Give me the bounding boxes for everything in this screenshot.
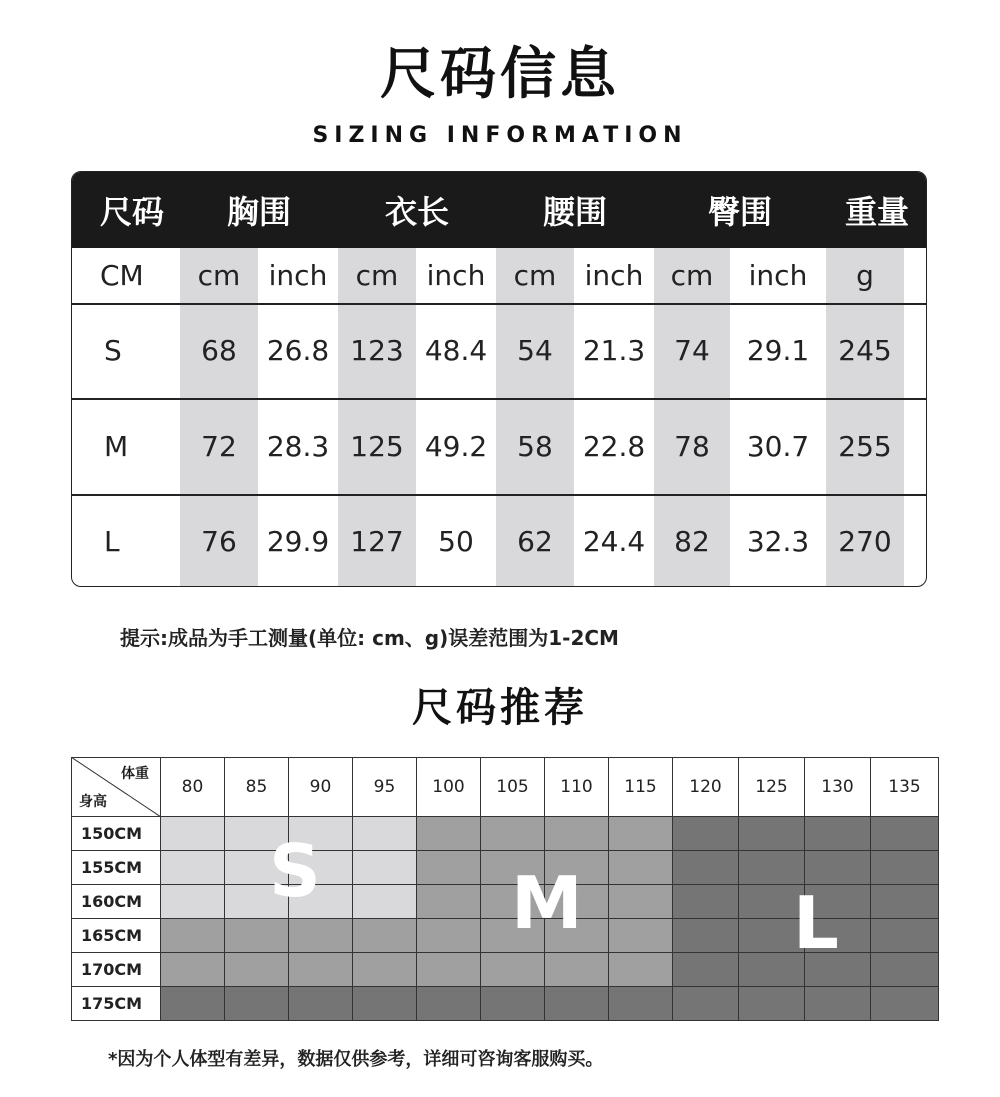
weight-header: 125: [739, 757, 805, 817]
value-cell: 28.3: [266, 429, 330, 463]
unit-cell: CM: [100, 259, 144, 292]
size-zone-cell-l: [871, 953, 939, 987]
size-zone-cell-l: [739, 987, 805, 1021]
size-zone-cell-s: [161, 885, 225, 919]
weight-header: 120: [673, 757, 739, 817]
value-cell: 48.4: [424, 334, 488, 367]
size-zone-cell-l: [673, 953, 739, 987]
unit-cell: inch: [268, 259, 328, 292]
footnote: *因为个人体型有差异，数据仅供参考，详细可咨询客服购买。: [108, 1049, 604, 1070]
value-cell: 54: [517, 334, 553, 367]
size-zone-cell-m: [417, 851, 481, 885]
header-cell: 胸围: [226, 193, 291, 231]
unit-cell: inch: [748, 259, 808, 292]
value-cell: 270: [838, 524, 892, 558]
value-cell: 21.3: [582, 334, 646, 367]
weight-header: 135: [871, 757, 939, 817]
corner-weight-label: 体重: [121, 766, 149, 782]
value-cell: 82: [674, 524, 710, 558]
size-zone-cell-l: [353, 987, 417, 1021]
weight-header: 100: [417, 757, 481, 817]
size-zone-cell-l: [289, 987, 353, 1021]
unit-cell: inch: [426, 259, 486, 292]
height-label: 170CM: [71, 953, 161, 987]
weight-header: 110: [545, 757, 609, 817]
size-zone-cell-s: [161, 817, 225, 851]
size-zone-cell-s: [161, 851, 225, 885]
value-cell: 78: [674, 429, 710, 463]
header-cell: 臀围: [707, 193, 772, 231]
size-zone-cell-m: [545, 953, 609, 987]
value-cell: 50: [438, 524, 474, 558]
size-zone-cell-l: [673, 851, 739, 885]
value-cell: 68: [201, 334, 237, 367]
height-label: 165CM: [71, 919, 161, 953]
size-zone-cell-s: [353, 851, 417, 885]
size-zone-cell-l: [871, 817, 939, 851]
size-zone-cell-m: [609, 919, 673, 953]
size-zone-cell-s: [353, 885, 417, 919]
value-cell: 245: [838, 334, 892, 367]
unit-cell: cm: [513, 259, 557, 292]
value-cell: 32.3: [746, 524, 810, 558]
size-zone-cell-l: [871, 919, 939, 953]
size-zone-cell-m: [417, 817, 481, 851]
unit-cell: cm: [355, 259, 399, 292]
size-zone-cell-m: [609, 851, 673, 885]
value-cell: 58: [517, 429, 553, 463]
size-zone-cell-m: [417, 953, 481, 987]
height-label: 160CM: [71, 885, 161, 919]
size-zone-cell-m: [353, 919, 417, 953]
size-zone-cell-m: [481, 953, 545, 987]
unit-cell: cm: [197, 259, 241, 292]
value-cell: 26.8: [266, 334, 330, 367]
size-zone-cell-l: [545, 987, 609, 1021]
value-cell: 24.4: [582, 524, 646, 558]
value-cell: 74: [674, 334, 710, 367]
zone-letter-l: L: [793, 881, 839, 965]
size-zone-cell-m: [417, 919, 481, 953]
size-zone-cell-l: [673, 817, 739, 851]
size-zone-cell-m: [417, 885, 481, 919]
header-cell: 衣长: [384, 193, 449, 231]
value-cell: 123: [350, 334, 404, 367]
weight-header: 105: [481, 757, 545, 817]
size-label-cell: S: [104, 334, 122, 367]
size-zone-cell-l: [673, 885, 739, 919]
recommendation-title: 尺码推荐: [412, 685, 588, 731]
size-zone-cell-l: [739, 851, 805, 885]
weight-header: 80: [161, 757, 225, 817]
header-cell: 腰围: [542, 193, 607, 231]
weight-header: 115: [609, 757, 673, 817]
size-zone-cell-l: [481, 987, 545, 1021]
value-cell: 125: [350, 429, 404, 463]
size-recommendation-grid: [71, 757, 939, 1021]
header-cell: 尺码: [100, 193, 165, 231]
value-cell: 49.2: [424, 429, 488, 463]
size-zone-cell-l: [805, 817, 871, 851]
size-zone-cell-l: [609, 987, 673, 1021]
corner-height-label: 身高: [79, 794, 107, 810]
size-zone-cell-m: [225, 953, 289, 987]
size-zone-cell-m: [609, 817, 673, 851]
weight-header: 90: [289, 757, 353, 817]
value-cell: 127: [350, 524, 404, 558]
size-zone-cell-m: [225, 919, 289, 953]
value-cell: 29.9: [266, 524, 330, 558]
page-title: 尺码信息: [380, 42, 620, 107]
unit-cell: cm: [670, 259, 714, 292]
unit-cell: inch: [584, 259, 644, 292]
size-zone-cell-m: [609, 885, 673, 919]
value-cell: 22.8: [582, 429, 646, 463]
weight-header: 85: [225, 757, 289, 817]
size-zone-cell-l: [871, 851, 939, 885]
size-info-table: [71, 171, 927, 587]
header-cell: 重量: [844, 193, 909, 231]
height-label: 155CM: [71, 851, 161, 885]
size-zone-cell-m: [161, 919, 225, 953]
value-cell: 29.1: [746, 334, 810, 367]
size-zone-cell-l: [673, 987, 739, 1021]
size-zone-cell-m: [545, 817, 609, 851]
size-label-cell: L: [104, 524, 120, 558]
value-cell: 76: [201, 524, 237, 558]
weight-header: 95: [353, 757, 417, 817]
weight-header: 130: [805, 757, 871, 817]
size-zone-cell-m: [161, 953, 225, 987]
size-zone-cell-l: [225, 987, 289, 1021]
size-zone-cell-l: [805, 987, 871, 1021]
size-zone-cell-m: [609, 953, 673, 987]
value-cell: 72: [201, 429, 237, 463]
height-label: 150CM: [71, 817, 161, 851]
size-zone-cell-l: [739, 817, 805, 851]
size-zone-cell-l: [871, 885, 939, 919]
size-zone-cell-l: [161, 987, 225, 1021]
measurement-note: 提示:成品为手工测量(单位: cm、g)误差范围为1-2CM: [120, 626, 619, 650]
size-label-cell: M: [104, 429, 129, 463]
value-cell: 255: [838, 429, 892, 463]
page-subtitle: SIZING INFORMATION: [312, 123, 688, 148]
size-zone-cell-l: [871, 987, 939, 1021]
value-cell: 62: [517, 524, 553, 558]
size-zone-cell-s: [353, 817, 417, 851]
zone-letter-s: S: [269, 829, 321, 913]
size-zone-cell-l: [673, 919, 739, 953]
unit-cell: g: [856, 259, 874, 292]
size-zone-cell-m: [353, 953, 417, 987]
size-zone-cell-m: [481, 817, 545, 851]
size-zone-cell-m: [289, 953, 353, 987]
size-zone-cell-l: [417, 987, 481, 1021]
value-cell: 30.7: [746, 429, 810, 463]
height-label: 175CM: [71, 987, 161, 1021]
size-zone-cell-m: [289, 919, 353, 953]
size-zone-cell-l: [805, 851, 871, 885]
zone-letter-m: M: [511, 861, 583, 945]
